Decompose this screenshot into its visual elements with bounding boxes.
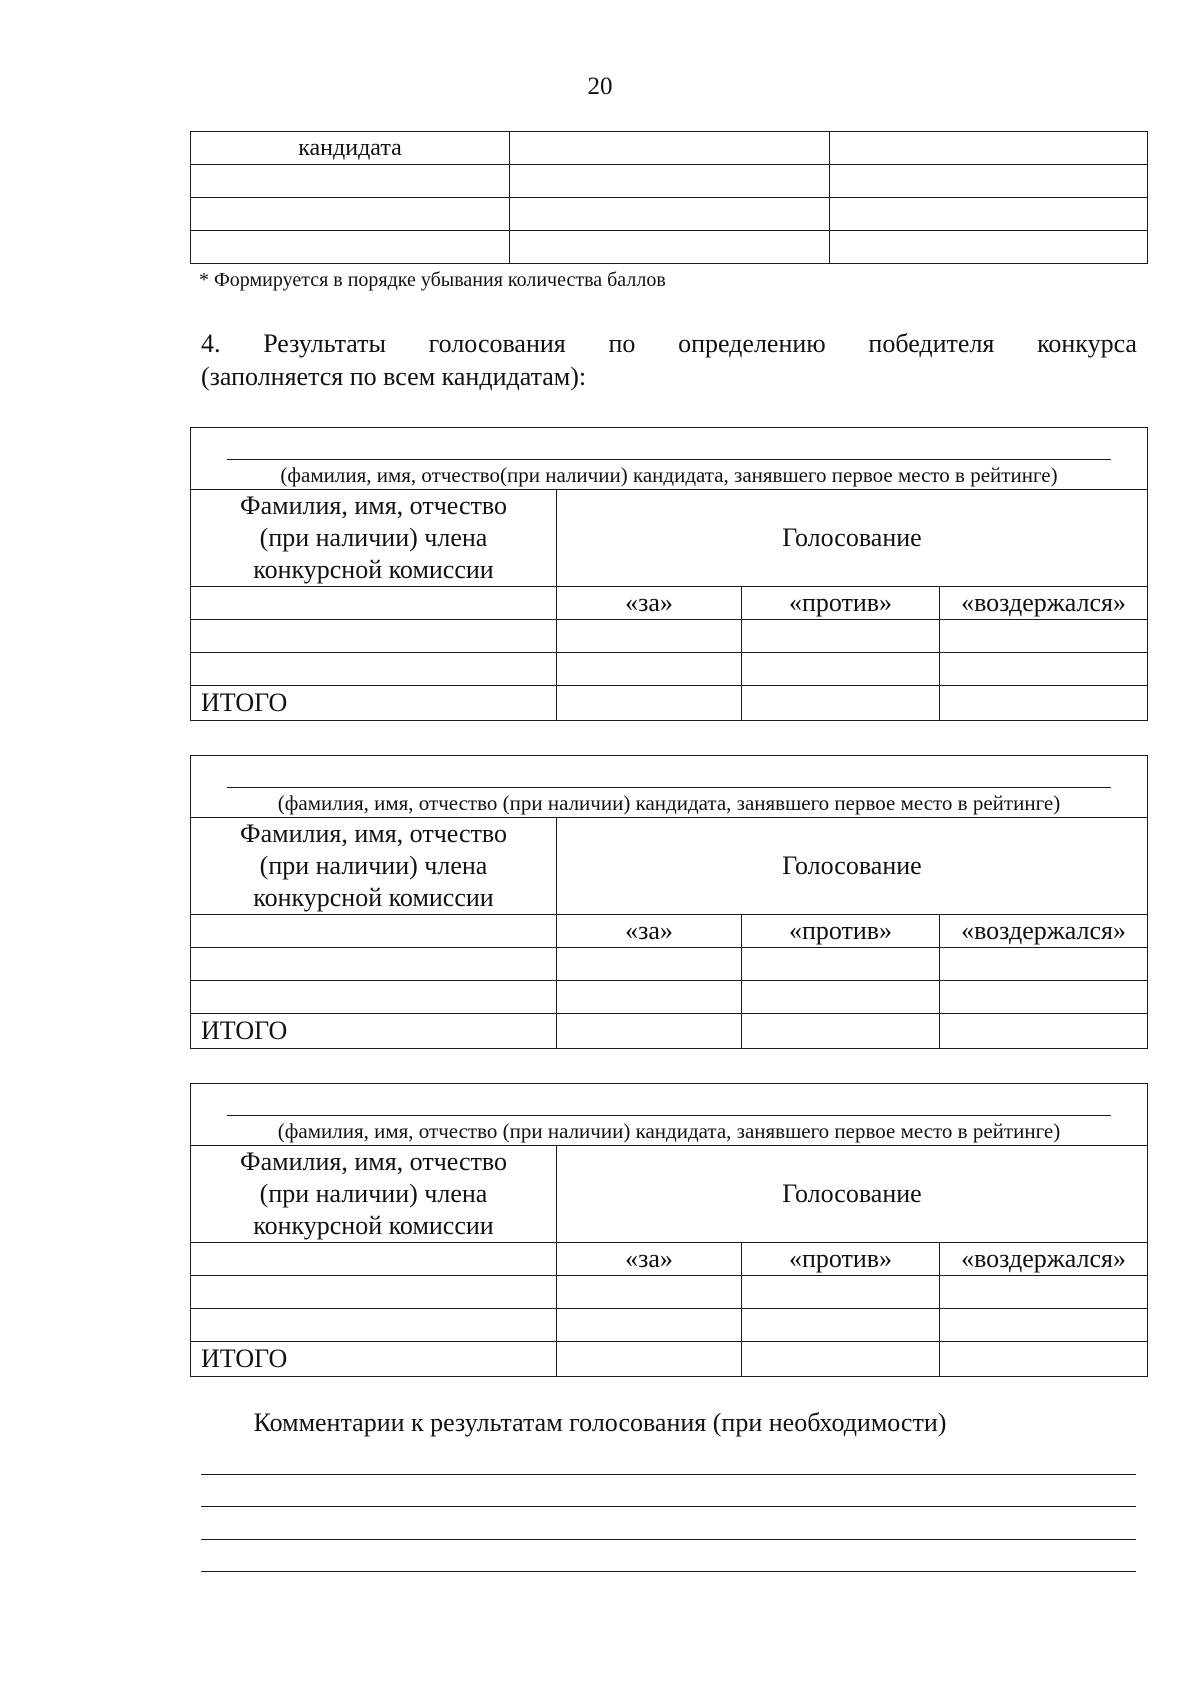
- table-cell: [510, 231, 830, 264]
- table-cell: [557, 1014, 742, 1049]
- table-cell: [191, 653, 557, 686]
- page-number: 20: [587, 73, 613, 100]
- table-cell: [940, 620, 1148, 653]
- total-label: ИТОГО: [191, 686, 557, 721]
- member-header-line: конкурсной комиссии: [253, 1211, 494, 1240]
- table-cell: [742, 1276, 940, 1309]
- column-against: «против»: [742, 1243, 940, 1276]
- column-for: «за»: [557, 587, 742, 620]
- comments-title: Комментарии к результатам голосования (при необходимости): [253, 1408, 947, 1437]
- voting-table: [190, 1083, 1148, 1377]
- table-cell: [191, 165, 510, 198]
- column-against: «против»: [742, 915, 940, 948]
- table-cell: [940, 1309, 1148, 1342]
- table-cell: [742, 1309, 940, 1342]
- member-header-line: конкурсной комиссии: [253, 555, 494, 584]
- member-header-line: (при наличии) члена: [259, 1179, 488, 1208]
- member-header-line: (при наличии) члена: [259, 851, 488, 880]
- table-cell: [742, 981, 940, 1014]
- table-cell: [830, 198, 1148, 231]
- table-cell: [742, 948, 940, 981]
- member-header: [191, 490, 557, 587]
- candidate-name-caption: (фамилия, имя, отчество (при наличии) кандидата, занявшего первое место в рейтинге): [277, 791, 1061, 815]
- table-cell: [830, 132, 1148, 165]
- table-cell: [940, 981, 1148, 1014]
- heading-word: победителя: [868, 329, 995, 358]
- table-row: [191, 1309, 1148, 1342]
- table-cell: [940, 653, 1148, 686]
- total-label: ИТОГО: [191, 1342, 557, 1377]
- comment-line[interactable]: [201, 1571, 1136, 1572]
- table-cell: [940, 948, 1148, 981]
- candidate-name-caption: (фамилия, имя, отчество (при наличии) кандидата, занявшего первое место в рейтинге): [277, 1119, 1061, 1143]
- table-cell: [742, 686, 940, 721]
- candidate-name-cell: [191, 428, 1148, 490]
- table-cell: [191, 915, 557, 948]
- table-cell: [557, 686, 742, 721]
- table-row: [191, 620, 1148, 653]
- table-cell: [191, 620, 557, 653]
- heading-line-1: [201, 327, 1137, 360]
- heading-word: определению: [678, 329, 826, 358]
- table-row: [191, 981, 1148, 1014]
- table-row: [191, 198, 1148, 231]
- column-against: «против»: [742, 587, 940, 620]
- comment-line[interactable]: [201, 1539, 1136, 1540]
- member-header: [191, 1146, 557, 1243]
- table-cell: [510, 198, 830, 231]
- table-cell: [742, 1342, 940, 1377]
- table-cell: [940, 686, 1148, 721]
- candidate-name-caption: (фамилия, имя, отчество(при наличии) кандидата, занявшего первое место в рейтинге): [280, 463, 1058, 487]
- table-cell: [742, 620, 940, 653]
- total-row: [191, 686, 1148, 721]
- table-cell: [742, 653, 940, 686]
- voting-table: [190, 427, 1148, 721]
- member-header-line: Фамилия, имя, отчество: [240, 491, 507, 520]
- table-cell: [191, 1309, 557, 1342]
- heading-word: по: [608, 329, 636, 358]
- heading-line-2: (заполняется по всем кандидатам):: [201, 362, 587, 391]
- column-abstained: «воздержался»: [940, 587, 1148, 620]
- member-header: [191, 818, 557, 915]
- candidate-name-cell: [191, 1084, 1148, 1146]
- table-row: [191, 231, 1148, 264]
- table-cell: [557, 981, 742, 1014]
- table-cell: [940, 1342, 1148, 1377]
- voting-header: Голосование: [557, 490, 1148, 587]
- candidate-name-line[interactable]: [227, 1084, 1111, 1116]
- table-cell: [940, 1276, 1148, 1309]
- heading-word: 4.: [201, 329, 221, 358]
- table-cell: [191, 587, 557, 620]
- table-cell: [191, 231, 510, 264]
- table-cell: [510, 165, 830, 198]
- table-row: [191, 132, 1148, 165]
- total-row: [191, 1014, 1148, 1049]
- table-cell: [191, 198, 510, 231]
- heading-word: голосования: [428, 329, 566, 358]
- table-row: [191, 165, 1148, 198]
- member-header-line: Фамилия, имя, отчество: [240, 1147, 507, 1176]
- voting-header: Голосование: [557, 818, 1148, 915]
- table-cell: [510, 132, 830, 165]
- total-row: [191, 1342, 1148, 1377]
- table-cell: [830, 165, 1148, 198]
- table-cell: кандидата: [191, 132, 510, 165]
- candidate-name-line[interactable]: [227, 756, 1111, 788]
- table-cell: [557, 948, 742, 981]
- table-cell: [191, 948, 557, 981]
- table-cell: [557, 1342, 742, 1377]
- column-abstained: «воздержался»: [940, 1243, 1148, 1276]
- table-cell: [557, 1276, 742, 1309]
- column-abstained: «воздержался»: [940, 915, 1148, 948]
- table-row: [191, 653, 1148, 686]
- footnote: * Формируется в порядке убывания количества баллов: [199, 269, 666, 291]
- table-cell: [557, 620, 742, 653]
- table-cell: [191, 1243, 557, 1276]
- comment-line[interactable]: [201, 1506, 1136, 1507]
- candidate-name-cell: [191, 756, 1148, 818]
- member-header-line: (при наличии) члена: [259, 523, 488, 552]
- section-heading: [201, 327, 1137, 393]
- member-header-line: конкурсной комиссии: [253, 883, 494, 912]
- table-cell: [557, 1309, 742, 1342]
- table-cell: [830, 231, 1148, 264]
- table-row: [191, 1276, 1148, 1309]
- candidate-rating-table: [190, 131, 1148, 264]
- column-for: «за»: [557, 915, 742, 948]
- column-for: «за»: [557, 1243, 742, 1276]
- total-label: ИТОГО: [191, 1014, 557, 1049]
- table-cell: [191, 981, 557, 1014]
- candidate-name-line[interactable]: [227, 428, 1111, 460]
- table-row: [191, 948, 1148, 981]
- voting-header: Голосование: [557, 1146, 1148, 1243]
- table-cell: [742, 1014, 940, 1049]
- member-header-line: Фамилия, имя, отчество: [240, 819, 507, 848]
- table-cell: [557, 653, 742, 686]
- table-cell: [191, 1276, 557, 1309]
- heading-word: конкурса: [1037, 329, 1137, 358]
- comment-line[interactable]: [201, 1474, 1136, 1475]
- voting-table: [190, 755, 1148, 1049]
- heading-word: Результаты: [263, 329, 386, 358]
- table-cell: [940, 1014, 1148, 1049]
